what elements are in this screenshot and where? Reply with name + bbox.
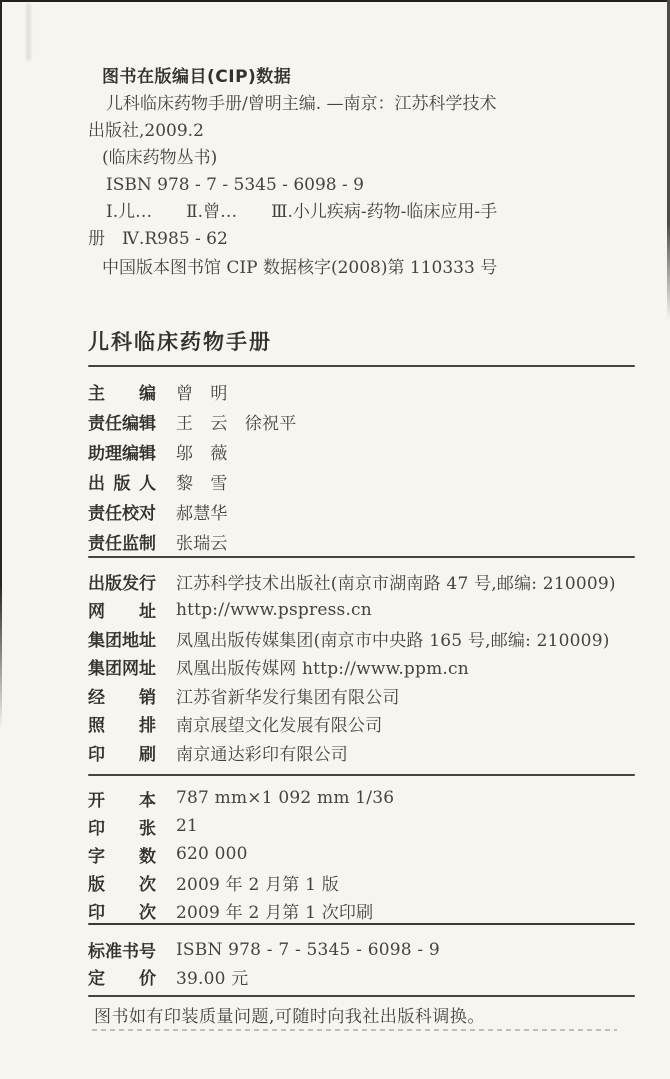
format-row — [88, 784, 638, 812]
staff-row — [88, 376, 638, 406]
publishing-label: 网 址 — [88, 602, 156, 623]
format-row — [88, 868, 638, 896]
format-label: 印 次 — [88, 902, 156, 923]
publishing-label: 照 排 — [88, 716, 156, 737]
format-value: 21 — [176, 816, 199, 836]
format-row — [88, 812, 638, 840]
staff-value: 黎 雪 — [176, 473, 228, 494]
isbn-row — [88, 936, 638, 963]
cip-line-publisher: 出版社,2009.2 — [88, 121, 204, 141]
scan-smudge — [26, 3, 31, 61]
publishing-list — [88, 567, 638, 767]
format-label: 印 张 — [88, 818, 156, 839]
publishing-row — [88, 596, 638, 625]
format-label: 版 次 — [88, 874, 156, 895]
cip-line-title: 儿科临床药物手册/曾明主编. —南京：江苏科学技术 — [106, 94, 497, 114]
cip-record-number: 中国版本图书馆 CIP 数据核字(2008)第 110333 号 — [102, 258, 498, 278]
staff-row — [88, 436, 638, 466]
format-row — [88, 896, 638, 924]
publishing-value: 凤凰出版传媒集团(南京市中央路 165 号,邮编: 210009) — [176, 630, 610, 651]
staff-row — [88, 496, 638, 526]
format-value: 2009 年 2 月第 1 版 — [176, 874, 339, 895]
divider-rule — [88, 556, 635, 558]
price-value: 39.00 元 — [176, 969, 249, 989]
publishing-label: 印 刷 — [88, 744, 156, 765]
price-row — [88, 963, 638, 990]
staff-value: 邬 薇 — [176, 443, 228, 464]
staff-label: 责 任 校 对 — [88, 503, 156, 524]
divider-rule — [88, 365, 635, 367]
publishing-row — [88, 710, 638, 739]
cip-line-series: (临床药物丛书) — [102, 148, 218, 168]
publishing-value: 江苏科学技术出版社(南京市湖南路 47 号,邮编: 210009) — [176, 573, 616, 594]
scan-edge-top — [0, 0, 670, 2]
scan-edge-left — [0, 0, 2, 730]
cip-classification — [88, 199, 638, 253]
staff-value: 王 云 徐祝平 — [176, 413, 297, 434]
format-value: 787 mm×1 092 mm 1/36 — [176, 788, 395, 808]
publishing-row — [88, 738, 638, 767]
staff-label: 责 任 监 制 — [88, 533, 156, 554]
staff-row — [88, 406, 638, 436]
staff-label: 助 理 编 辑 — [88, 443, 156, 464]
publishing-value: 南京展望文化发展有限公司 — [176, 716, 383, 737]
publishing-row — [88, 567, 638, 596]
format-list — [88, 784, 638, 924]
format-label: 字 数 — [88, 846, 156, 867]
staff-value: 张瑞云 — [176, 533, 228, 554]
publishing-label: 出 版 发 行 — [88, 573, 156, 594]
divider-rule — [88, 995, 635, 997]
quality-note: 图书如有印装质量问题,可随时向我社出版科调换。 — [94, 1007, 485, 1027]
divider-rule — [88, 774, 635, 776]
publishing-label: 集 团 地 址 — [88, 630, 156, 651]
cip-heading: 图书在版编目(CIP)数据 — [102, 67, 292, 87]
format-value: 620 000 — [176, 844, 248, 864]
staff-row — [88, 466, 638, 496]
publishing-value: 南京通达彩印有限公司 — [176, 744, 348, 765]
staff-value: 郝慧华 — [176, 503, 228, 524]
staff-list — [88, 376, 638, 556]
cip-line-isbn: ISBN 978 - 7 - 5345 - 6098 - 9 — [106, 175, 364, 195]
publishing-value: 江苏省新华发行集团有限公司 — [176, 687, 400, 708]
staff-row — [88, 526, 638, 556]
staff-label: 出 版 人 — [88, 473, 156, 494]
book-title: 儿科临床药物手册 — [88, 330, 272, 354]
publishing-row — [88, 624, 638, 653]
publishing-value: 凤凰出版传媒网 http://www.ppm.cn — [176, 659, 469, 680]
staff-label: 责 任 编 辑 — [88, 413, 156, 434]
publishing-row — [88, 653, 638, 682]
publishing-value: http://www.pspress.cn — [176, 599, 372, 620]
isbn-price-list — [88, 936, 638, 990]
divider-rule — [88, 923, 635, 925]
publishing-row — [88, 681, 638, 710]
isbn-value: ISBN 978 - 7 - 5345 - 6098 - 9 — [176, 939, 440, 960]
format-row — [88, 840, 638, 868]
price-label: 定 价 — [88, 969, 156, 989]
staff-label: 主 编 — [88, 383, 156, 404]
publishing-label: 集 团 网 址 — [88, 659, 156, 680]
format-label: 开 本 — [88, 790, 156, 811]
publishing-label: 经 销 — [88, 687, 156, 708]
cip-block — [88, 64, 638, 199]
classification-line-1: Ⅰ.儿… Ⅱ.曾… Ⅲ.小儿疾病-药物-临床应用-手 — [106, 202, 498, 222]
classification-line-2: 册 Ⅳ.R985 - 62 — [88, 229, 228, 249]
staff-value: 曾 明 — [176, 383, 228, 404]
isbn-label: 标 准 书 号 — [88, 942, 156, 962]
format-value: 2009 年 2 月第 1 次印刷 — [176, 902, 374, 923]
